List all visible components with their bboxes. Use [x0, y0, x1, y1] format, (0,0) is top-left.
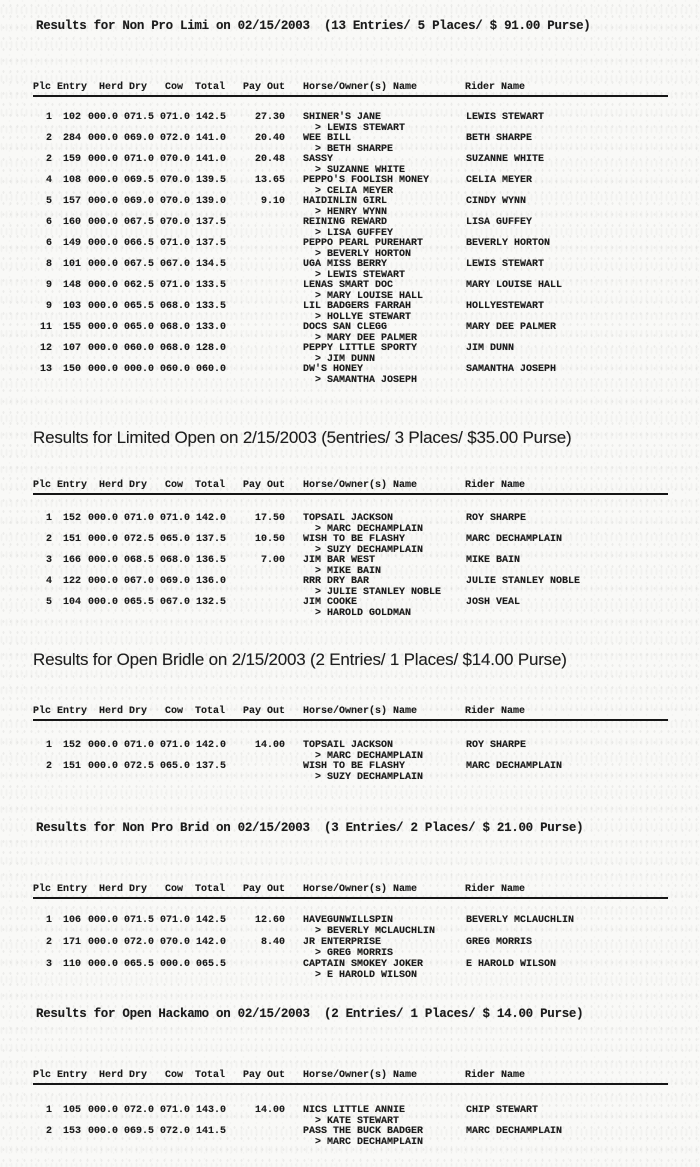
total-score: 134.5	[196, 259, 227, 270]
column-header-herd: Herd	[99, 480, 124, 491]
column-header-entry: Entry	[57, 82, 88, 93]
payout-value: 12.60	[254, 915, 285, 926]
cow-score: 065.0	[160, 761, 191, 772]
herd-score: 000.0	[88, 301, 119, 312]
herd-score: 000.0	[88, 1126, 119, 1137]
cow-score: 000.0	[160, 959, 191, 970]
horse-name: SHINER'S JANE	[303, 112, 382, 123]
total-score: 137.5	[196, 238, 227, 249]
horse-name: JIM BAR WEST	[303, 555, 376, 566]
owner-name: > MARY DEE PALMER	[315, 332, 418, 344]
column-header-dry: Dry	[129, 1070, 148, 1081]
column-header-cow: Cow	[165, 82, 184, 93]
dry-score: 067.5	[124, 217, 155, 228]
total-score: 142.0	[196, 937, 227, 948]
entry-number: 155	[62, 322, 81, 333]
dry-score: 071.0	[124, 740, 155, 751]
rider-name: MARC DECHAMPLAIN	[466, 534, 563, 545]
entry-number: 101	[62, 259, 81, 270]
payout-value: 8.40	[260, 937, 285, 948]
horse-name: WEE BILL	[303, 133, 352, 144]
rider-name: JIM DUNN	[466, 343, 515, 354]
herd-score: 000.0	[88, 915, 119, 926]
herd-score: 000.0	[88, 280, 119, 291]
dry-score: 072.5	[124, 761, 155, 772]
owner-name: > E HAROLD WILSON	[315, 969, 418, 981]
horse-name: PASS THE BUCK BADGER	[303, 1126, 424, 1137]
entry-number: 106	[62, 915, 81, 926]
rider-name: MARC DECHAMPLAIN	[466, 761, 563, 772]
place-value: 1	[45, 1105, 52, 1116]
herd-score: 000.0	[88, 959, 119, 970]
owner-name: > JULIE STANLEY NOBLE	[315, 586, 442, 598]
payout-value: 10.50	[254, 534, 285, 545]
entry-number: 160	[62, 217, 81, 228]
column-header-entry: Entry	[57, 1070, 88, 1081]
rider-name: CINDY WYNN	[466, 196, 527, 207]
entry-number: 153	[62, 1126, 81, 1137]
horse-name: WISH TO BE FLASHY	[303, 761, 406, 772]
column-header-plc: Plc	[33, 884, 52, 895]
column-header-plc: Plc	[33, 480, 52, 491]
horse-name: TOPSAIL JACKSON	[303, 740, 394, 751]
place-value: 4	[45, 175, 52, 186]
horse-name: PEPPO'S FOOLISH MONEY	[303, 175, 430, 186]
column-header-dry: Dry	[129, 706, 148, 717]
header-rule	[33, 719, 668, 721]
rider-name: BEVERLY HORTON	[466, 238, 551, 249]
payout-value: 27.30	[254, 112, 285, 123]
herd-score: 000.0	[88, 1105, 119, 1116]
place-value: 2	[45, 1126, 52, 1137]
section-title: Results for Open Bridle on 2/15/2003 (2 Entries/ 1 Places/ $14.00 Purse)	[33, 650, 567, 669]
rider-name: ROY SHARPE	[466, 513, 527, 524]
dry-score: 065.0	[124, 322, 155, 333]
owner-name: > SUZY DECHAMPLAIN	[315, 771, 424, 783]
header-rule	[33, 95, 668, 97]
herd-score: 000.0	[88, 513, 119, 524]
column-header-payout: Pay Out	[243, 82, 286, 93]
place-value: 11	[39, 322, 52, 333]
column-header-payout: Pay Out	[243, 480, 286, 491]
place-value: 4	[45, 576, 52, 587]
column-header-herd: Herd	[99, 1070, 124, 1081]
column-header-payout: Pay Out	[243, 1070, 286, 1081]
rider-name: HOLLYESTEWART	[466, 301, 545, 312]
rider-name: GREG MORRIS	[466, 937, 533, 948]
entry-number: 108	[62, 175, 81, 186]
horse-name: UGA MISS BERRY	[303, 259, 388, 270]
entry-number: 104	[62, 597, 81, 608]
cow-score: 071.0	[160, 1105, 191, 1116]
owner-name: > MARC DECHAMPLAIN	[315, 750, 424, 762]
column-header-plc: Plc	[33, 706, 52, 717]
herd-score: 000.0	[88, 259, 119, 270]
entry-number: 122	[62, 576, 81, 587]
column-header-horse-owner: Horse/Owner(s) Name	[303, 706, 418, 717]
horse-name: HAVEGUNWILLSPIN	[303, 915, 394, 926]
entry-number: 148	[62, 280, 81, 291]
total-score: 142.0	[196, 740, 227, 751]
horse-name: HAIDINLIN GIRL	[303, 196, 388, 207]
cow-score: 070.0	[160, 937, 191, 948]
herd-score: 000.0	[88, 740, 119, 751]
horse-name: CAPTAIN SMOKEY JOKER	[303, 959, 424, 970]
entry-number: 102	[62, 112, 81, 123]
column-header-total: Total	[195, 884, 226, 895]
column-header-horse-owner: Horse/Owner(s) Name	[303, 480, 418, 491]
place-value: 6	[45, 217, 52, 228]
column-header-dry: Dry	[129, 480, 148, 491]
place-value: 5	[45, 597, 52, 608]
column-header-horse-owner: Horse/Owner(s) Name	[303, 82, 418, 93]
section-title: Results for Limited Open on 2/15/2003 (5entries/ 3 Places/ $35.00 Purse)	[33, 428, 572, 447]
herd-score: 000.0	[88, 322, 119, 333]
total-score: 137.5	[196, 761, 227, 772]
place-value: 13	[39, 364, 52, 375]
horse-name: JR ENTERPRISE	[303, 937, 382, 948]
cow-score: 070.0	[160, 154, 191, 165]
total-score: 060.0	[196, 364, 227, 375]
place-value: 8	[45, 259, 52, 270]
place-value: 5	[45, 196, 52, 207]
place-value: 2	[45, 761, 52, 772]
cow-score: 068.0	[160, 555, 191, 566]
rider-name: BEVERLY MCLAUCHLIN	[466, 915, 575, 926]
entry-number: 103	[62, 301, 81, 312]
cow-score: 071.0	[160, 740, 191, 751]
total-score: 136.5	[196, 555, 227, 566]
entry-number: 152	[62, 513, 81, 524]
owner-name: > HAROLD GOLDMAN	[315, 607, 412, 619]
cow-score: 060.0	[160, 364, 191, 375]
owner-name: > LEWIS STEWART	[315, 122, 406, 134]
total-score: 142.5	[196, 112, 227, 123]
column-header-plc: Plc	[33, 82, 52, 93]
cow-score: 070.0	[160, 217, 191, 228]
column-header-total: Total	[195, 480, 226, 491]
place-value: 1	[45, 513, 52, 524]
rider-name: CELIA MEYER	[466, 175, 533, 186]
entry-number: 149	[62, 238, 81, 249]
cow-score: 071.0	[160, 513, 191, 524]
herd-score: 000.0	[88, 196, 119, 207]
owner-name: > SUZY DECHAMPLAIN	[315, 544, 424, 556]
header-rule	[33, 493, 668, 495]
column-header-total: Total	[195, 82, 226, 93]
place-value: 2	[45, 154, 52, 165]
entry-number: 171	[62, 937, 81, 948]
horse-name: DOCS SAN CLEGG	[303, 322, 388, 333]
total-score: 139.5	[196, 175, 227, 186]
rider-name: MARY DEE PALMER	[466, 322, 557, 333]
horse-name: WISH TO BE FLASHY	[303, 534, 406, 545]
herd-score: 000.0	[88, 555, 119, 566]
section-title: Results for Non Pro Brid on 02/15/2003 (3 Entries/ 2 Places/ $ 21.00 Purse)	[36, 821, 584, 835]
dry-score: 069.5	[124, 175, 155, 186]
cow-score: 071.0	[160, 915, 191, 926]
owner-name: > LISA GUFFEY	[315, 227, 394, 239]
payout-value: 20.40	[254, 133, 285, 144]
column-header-total: Total	[195, 706, 226, 717]
column-header-payout: Pay Out	[243, 884, 286, 895]
column-header-dry: Dry	[129, 82, 148, 93]
entry-number: 159	[62, 154, 81, 165]
herd-score: 000.0	[88, 343, 119, 354]
rider-name: LISA GUFFEY	[466, 217, 533, 228]
place-value: 2	[45, 534, 52, 545]
herd-score: 000.0	[88, 217, 119, 228]
column-header-cow: Cow	[165, 884, 184, 895]
dry-score: 071.5	[124, 915, 155, 926]
owner-name: > MARC DECHAMPLAIN	[315, 1136, 424, 1148]
dry-score: 065.5	[124, 597, 155, 608]
horse-name: JIM COOKE	[303, 597, 358, 608]
place-value: 1	[45, 112, 52, 123]
dry-score: 069.5	[124, 1126, 155, 1137]
owner-name: > GREG MORRIS	[315, 947, 394, 959]
entry-number: 152	[62, 740, 81, 751]
cow-score: 068.0	[160, 343, 191, 354]
rider-name: SAMANTHA JOSEPH	[466, 364, 557, 375]
entry-number: 107	[62, 343, 81, 354]
rider-name: MARY LOUISE HALL	[466, 280, 563, 291]
owner-name: > HOLLYE STEWART	[315, 311, 412, 323]
cow-score: 067.0	[160, 597, 191, 608]
herd-score: 000.0	[88, 597, 119, 608]
place-value: 3	[45, 959, 52, 970]
dry-score: 062.5	[124, 280, 155, 291]
cow-score: 070.0	[160, 196, 191, 207]
entry-number: 166	[62, 555, 81, 566]
dry-score: 068.5	[124, 555, 155, 566]
cow-score: 072.0	[160, 1126, 191, 1137]
horse-name: RRR DRY BAR	[303, 576, 370, 587]
rider-name: MIKE BAIN	[466, 555, 521, 566]
header-rule	[33, 1083, 668, 1085]
rider-name: BETH SHARPE	[466, 133, 533, 144]
herd-score: 000.0	[88, 175, 119, 186]
entry-number: 157	[62, 196, 81, 207]
cow-score: 068.0	[160, 301, 191, 312]
place-value: 3	[45, 555, 52, 566]
place-value: 1	[45, 915, 52, 926]
place-value: 6	[45, 238, 52, 249]
herd-score: 000.0	[88, 534, 119, 545]
dry-score: 067.0	[124, 576, 155, 587]
herd-score: 000.0	[88, 112, 119, 123]
dry-score: 071.0	[124, 513, 155, 524]
cow-score: 071.0	[160, 280, 191, 291]
rider-name: JULIE STANLEY NOBLE	[466, 576, 581, 587]
dry-score: 072.0	[124, 937, 155, 948]
cow-score: 070.0	[160, 175, 191, 186]
payout-value: 14.00	[254, 1105, 285, 1116]
cow-score: 065.0	[160, 534, 191, 545]
owner-name: > KATE STEWART	[315, 1115, 400, 1127]
owner-name: > BEVERLY HORTON	[315, 248, 412, 260]
rider-name: JOSH VEAL	[466, 597, 521, 608]
place-value: 1	[45, 740, 52, 751]
owner-name: > LEWIS STEWART	[315, 269, 406, 281]
entry-number: 284	[62, 133, 81, 144]
cow-score: 071.0	[160, 112, 191, 123]
place-value: 12	[39, 343, 52, 354]
horse-name: LENAS SMART DOC	[303, 280, 394, 291]
total-score: 141.0	[196, 154, 227, 165]
total-score: 133.5	[196, 301, 227, 312]
horse-name: LIL BADGERS FARRAH	[303, 301, 412, 312]
dry-score: 072.0	[124, 1105, 155, 1116]
horse-name: DW'S HONEY	[303, 364, 364, 375]
herd-score: 000.0	[88, 238, 119, 249]
owner-name: > BEVERLY MCLAUCHLIN	[315, 925, 436, 937]
payout-value: 14.00	[254, 740, 285, 751]
owner-name: > CELIA MEYER	[315, 185, 394, 197]
column-header-rider: Rider Name	[465, 1070, 526, 1081]
column-header-cow: Cow	[165, 706, 184, 717]
total-score: 141.5	[196, 1126, 227, 1137]
total-score: 133.0	[196, 322, 227, 333]
horse-name: TOPSAIL JACKSON	[303, 513, 394, 524]
total-score: 139.0	[196, 196, 227, 207]
section-title: Results for Non Pro Limi on 02/15/2003 (13 Entries/ 5 Places/ $ 91.00 Purse)	[36, 19, 591, 33]
rider-name: ROY SHARPE	[466, 740, 527, 751]
column-header-rider: Rider Name	[465, 884, 526, 895]
column-header-horse-owner: Horse/Owner(s) Name	[303, 1070, 418, 1081]
owner-name: > HENRY WYNN	[315, 206, 388, 218]
cow-score: 067.0	[160, 259, 191, 270]
cow-score: 072.0	[160, 133, 191, 144]
column-header-rider: Rider Name	[465, 82, 526, 93]
column-header-horse-owner: Horse/Owner(s) Name	[303, 884, 418, 895]
total-score: 142.5	[196, 915, 227, 926]
column-header-dry: Dry	[129, 884, 148, 895]
total-score: 065.5	[196, 959, 227, 970]
dry-score: 065.5	[124, 959, 155, 970]
total-score: 136.0	[196, 576, 227, 587]
cow-score: 071.0	[160, 238, 191, 249]
dry-score: 069.0	[124, 133, 155, 144]
owner-name: > MIKE BAIN	[315, 565, 382, 577]
dry-score: 060.0	[124, 343, 155, 354]
column-header-cow: Cow	[165, 480, 184, 491]
column-header-total: Total	[195, 1070, 226, 1081]
rider-name: SUZANNE WHITE	[466, 154, 545, 165]
place-value: 9	[45, 301, 52, 312]
herd-score: 000.0	[88, 133, 119, 144]
dry-score: 065.5	[124, 301, 155, 312]
column-header-entry: Entry	[57, 480, 88, 491]
owner-name: > BETH SHARPE	[315, 143, 394, 155]
herd-score: 000.0	[88, 364, 119, 375]
payout-value: 13.65	[254, 175, 285, 186]
payout-value: 20.48	[254, 154, 285, 165]
rider-name: LEWIS STEWART	[466, 259, 545, 270]
total-score: 137.5	[196, 534, 227, 545]
dry-score: 000.0	[124, 364, 155, 375]
payout-value: 17.50	[254, 513, 285, 524]
place-value: 2	[45, 133, 52, 144]
cow-score: 069.0	[160, 576, 191, 587]
dry-score: 067.5	[124, 259, 155, 270]
dry-score: 072.5	[124, 534, 155, 545]
payout-value: 9.10	[260, 196, 285, 207]
owner-name: > JIM DUNN	[315, 353, 376, 365]
rider-name: E HAROLD WILSON	[466, 959, 557, 970]
column-header-entry: Entry	[57, 884, 88, 895]
entry-number: 151	[62, 761, 81, 772]
entry-number: 105	[62, 1105, 81, 1116]
column-header-rider: Rider Name	[465, 706, 526, 717]
entry-number: 110	[62, 959, 81, 970]
payout-value: 7.00	[260, 555, 285, 566]
place-value: 9	[45, 280, 52, 291]
cow-score: 068.0	[160, 322, 191, 333]
total-score: 133.5	[196, 280, 227, 291]
horse-name: SASSY	[303, 154, 334, 165]
column-header-rider: Rider Name	[465, 480, 526, 491]
column-header-payout: Pay Out	[243, 706, 286, 717]
header-rule	[33, 897, 668, 899]
rider-name: MARC DECHAMPLAIN	[466, 1126, 563, 1137]
horse-name: PEPPO PEARL PUREHART	[303, 238, 424, 249]
total-score: 137.5	[196, 217, 227, 228]
rider-name: CHIP STEWART	[466, 1105, 539, 1116]
dry-score: 071.0	[124, 154, 155, 165]
total-score: 143.0	[196, 1105, 227, 1116]
total-score: 128.0	[196, 343, 227, 354]
column-header-herd: Herd	[99, 706, 124, 717]
section-title: Results for Open Hackamo on 02/15/2003 (2 Entries/ 1 Places/ $ 14.00 Purse)	[36, 1007, 584, 1021]
herd-score: 000.0	[88, 576, 119, 587]
total-score: 142.0	[196, 513, 227, 524]
herd-score: 000.0	[88, 154, 119, 165]
total-score: 141.0	[196, 133, 227, 144]
herd-score: 000.0	[88, 937, 119, 948]
entry-number: 151	[62, 534, 81, 545]
horse-name: REINING REWARD	[303, 217, 388, 228]
owner-name: > SAMANTHA JOSEPH	[315, 374, 418, 386]
column-header-entry: Entry	[57, 706, 88, 717]
owner-name: > SUZANNE WHITE	[315, 164, 406, 176]
dry-score: 069.0	[124, 196, 155, 207]
column-header-herd: Herd	[99, 884, 124, 895]
owner-name: > MARY LOUISE HALL	[315, 290, 424, 302]
horse-name: PEPPY LITTLE SPORTY	[303, 343, 418, 354]
total-score: 132.5	[196, 597, 227, 608]
place-value: 2	[45, 937, 52, 948]
column-header-herd: Herd	[99, 82, 124, 93]
entry-number: 150	[62, 364, 81, 375]
horse-name: NICS LITTLE ANNIE	[303, 1105, 406, 1116]
column-header-cow: Cow	[165, 1070, 184, 1081]
column-header-plc: Plc	[33, 1070, 52, 1081]
rider-name: LEWIS STEWART	[466, 112, 545, 123]
dry-score: 066.5	[124, 238, 155, 249]
owner-name: > MARC DECHAMPLAIN	[315, 523, 424, 535]
dry-score: 071.5	[124, 112, 155, 123]
herd-score: 000.0	[88, 761, 119, 772]
